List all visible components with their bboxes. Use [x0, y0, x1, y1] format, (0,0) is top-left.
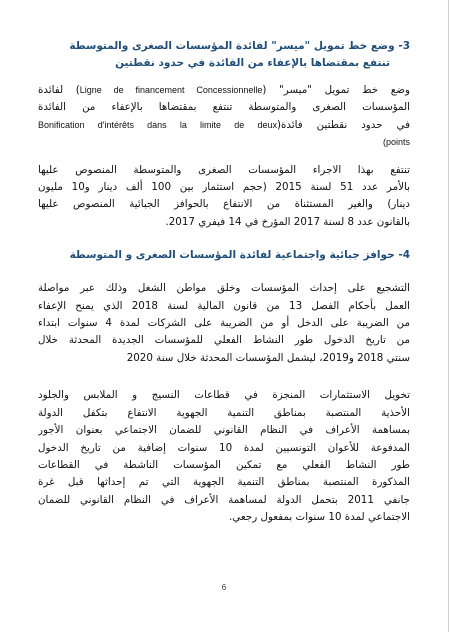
section-4-paragraph-2	[38, 387, 410, 526]
text-line	[38, 134, 410, 151]
text-line: جانفي 2011 بتحمل الدولة لمساهمة الأعراف في النظام القانوني للضمان	[38, 493, 410, 506]
text-line: العمل بأحكام الفصل 13 من قانون المالية لسنة 2018 الذي يمنح الإعفاء	[38, 299, 410, 312]
spacer	[38, 377, 410, 387]
text-line: طور النشاط الفعلي مع تمكين المؤسسات الناشطة في القطاعات	[38, 458, 410, 471]
latin-term: (points	[382, 137, 410, 148]
text-line	[38, 117, 410, 134]
text-line: الاجتماعي لمدة 10 سنوات بمفعول رجعي.	[229, 511, 410, 524]
page-number: 6	[221, 583, 227, 592]
page-content	[38, 38, 410, 537]
latin-term: Ligne de financement Concessionnelle	[79, 85, 263, 95]
latin-term: Bonification d'intérêts dans la limite de deux	[38, 119, 277, 130]
text-line: من الضريبة على الدخل أو من الضريبة على الشركات لمدة 4 سنوات ابتداء	[38, 317, 410, 330]
text-line: تنتفع بهذا الاجراء المؤسسات الصغرى والمتوسطة المنصوص عليها	[38, 163, 410, 176]
text-line: المدفوعة للأعوان التونسيين لمدة 10 سنوات إضافية من تاريخ الدخول	[38, 441, 410, 454]
text-line: الأحذية المنتصبة بمناطق التنمية الجهوية الانتفاع بتكفل الدولة	[38, 406, 410, 419]
text-line: من تاريخ الدخول طور النشاط الفعلي للمؤسسات الجديدة المحدثة خلال	[38, 334, 410, 347]
section-3-heading	[38, 38, 410, 72]
text-span: ) لفائدة	[38, 84, 80, 96]
text-line: المؤسسات الصغرى والمتوسطة تنتفع بمقتضاها بالإعفاء من الفائدة	[38, 101, 410, 114]
section-3-paragraph-2	[38, 162, 410, 232]
section-3-heading-line-1: 3- وضع خط تمويل "ميسر" لفائدة المؤسسات الصغرى والمتوسطة	[69, 40, 410, 52]
text-line: دينار) والغير المستثناة من الانتفاع بالحوافز الجبائية المنصوص عليها	[38, 198, 410, 211]
text-span: في حدود نقطتين فائدة(	[276, 118, 410, 131]
text-line: تخويل الاستثمارات المنجزة في قطاعات النسيج و الملابس والجلود	[38, 389, 410, 402]
text-line: المذكورة المنتصبة بمناطق التنمية الجهوية التي تم إحداثها قبل غرة	[38, 476, 410, 489]
text-line: بالقانون عدد 8 لسنة 2017 المؤرخ في 14 فيفري 2017.	[165, 215, 410, 228]
section-3-heading-line-2: تنتفع بمقتضاها بالإعفاء من الفائدة في حدود نقطتين	[115, 57, 390, 69]
text-line: التشجيع على إحداث المؤسسات وخلق مواطن الشغل وذلك عبر مواصلة	[38, 282, 410, 295]
text-line: بالأمر عدد 51 لسنة 2015 (حجم استثمار بين 100 ألف دينار و10 مليون	[38, 181, 410, 194]
text-line	[38, 82, 410, 99]
section-3-paragraph-1	[38, 82, 410, 152]
section-4-heading	[38, 247, 410, 264]
text-line: بمساهمة الأعراف في النظام القانوني للضمان الاجتماعي بعنوان الأجور	[38, 424, 410, 437]
text-span: وضع خط تمويل "ميسر" (	[262, 84, 410, 96]
section-4-heading-line: 4- حوافز جبائية واجتماعية لفائدة المؤسسات الصغرى و المتوسطة	[69, 249, 410, 262]
text-line: سنتي 2018 و2019، ليشمل المؤسسات المحدثة خلال سنة 2020	[126, 351, 410, 364]
section-4-paragraph-1	[38, 280, 410, 367]
